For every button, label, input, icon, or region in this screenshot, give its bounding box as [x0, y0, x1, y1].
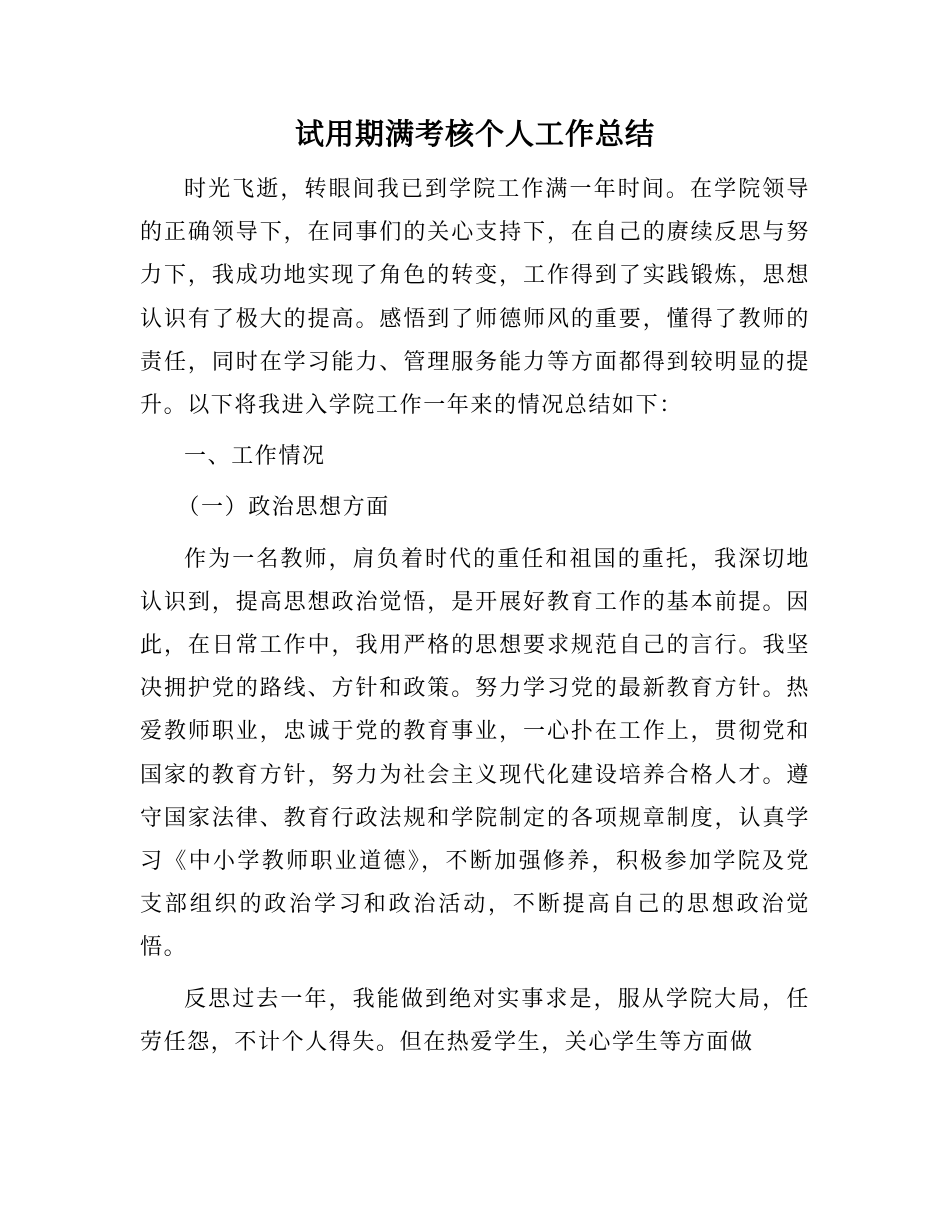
politics-paragraph: 作为一名教师，肩负着时代的重任和祖国的重托，我深切地认识到，提高思想政治觉悟，是开展好教育工作的基本前提。因此，在日常工作中，我用严格的思想要求规范自己的言行。我坚决拥护党的路线、方针和政策。努力学习党的最新教育方针。热爱教师职业，忠诚于党的教育事业，一心扑在工作上，贯彻党和国家的教育方针，努力为社会主义现代化建设培养合格人才。遵守国家法律、教育行政法规和学院制定的各项规章制度，认真学习《中小学教师职业道德》，不断加强修养，积极参加学院及党支部组织的政治学习和政治活动，不断提高自己的思想政治觉悟。 — [140, 546, 810, 961]
intro-paragraph: 时光飞逝，转眼间我已到学院工作满一年时间。在学院领导的正确领导下，在同事们的关心支持下，在自己的赓续反思与努力下，我成功地实现了角色的转变，工作得到了实践锻炼，思想认识有了极大的提高。感悟到了师德师风的重要，懂得了教师的责任，同时在学习能力、管理服务能力等方面都得到较明显的提升。以下将我进入学院工作一年来的情况总结如下： — [140, 177, 810, 419]
document-body — [140, 168, 810, 1064]
reflection-paragraph: 反思过去一年，我能做到绝对实事求是，服从学院大局，任劳任怨，不计个人得失。但在热爱学生，关心学生等方面做 — [140, 986, 810, 1055]
subsection-heading-politics: （一）政治思想方面 — [177, 495, 390, 521]
document-title: 试用期满考核个人工作总结 — [294, 117, 655, 151]
section-heading-work: 一、工作情况 — [184, 444, 326, 470]
